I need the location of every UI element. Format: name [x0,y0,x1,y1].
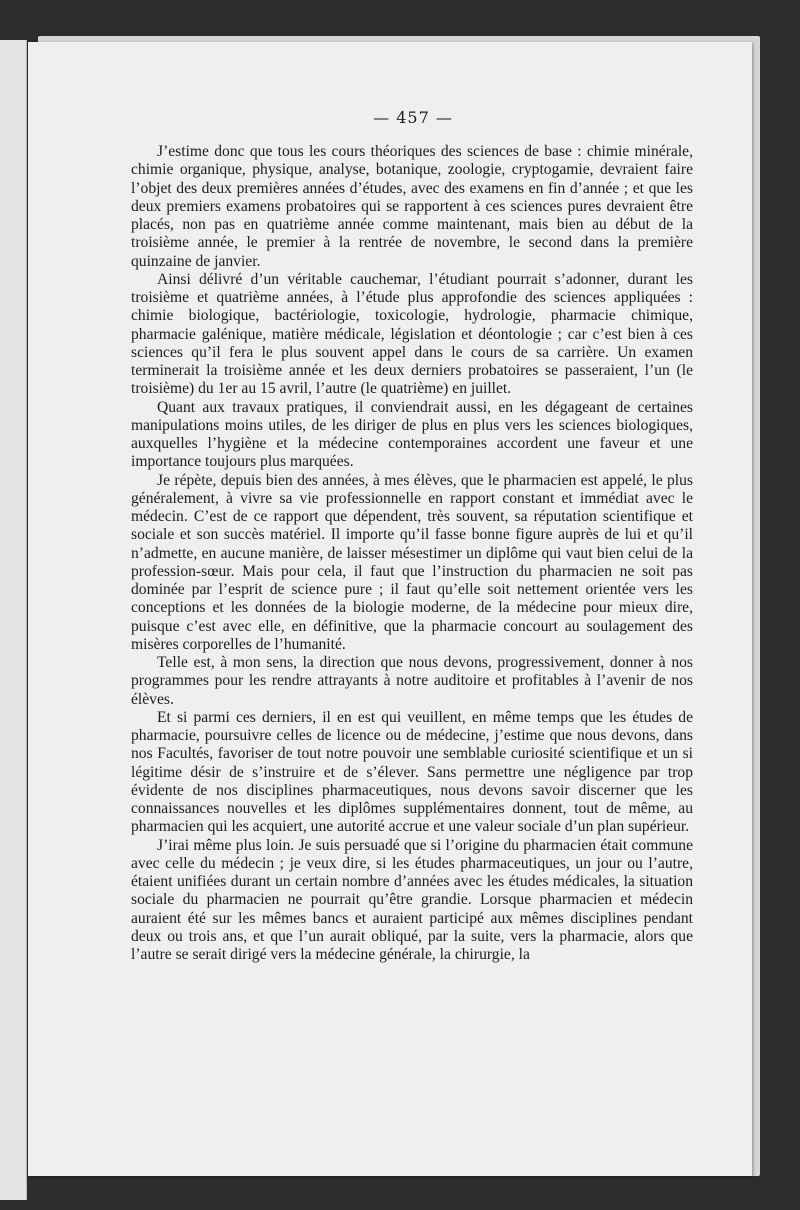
document-page [28,42,752,1176]
page-number: — 457 — [373,108,453,127]
body-text [131,143,693,964]
paragraph: J’estime donc que tous les cours théoriques des sciences de base : chimie minérale, chimie organique, physique, analyse, botanique, zoologie, cryptogamie, devraient faire l’objet des deux premières années d’études, avec des examens en fin d’année ; et que les deux premiers examens probatoires qui se rapportent à ces sciences pures devraient être placés, non pas en quatrième année comme maintenant, mais bien au début de la troisième année, le premier à la rentrée de novembre, le second dans la première quinzaine de janvier. [131,143,693,270]
previous-page-edge [0,40,27,1200]
paragraph: Je répète, depuis bien des années, à mes élèves, que le pharmacien est appelé, le plus généralement, à vivre sa vie professionnelle en rapport constant et immédiat avec le médecin. C’est de ce rapport que dépendent, très souvent, sa réputation scientifique et sociale et son succès matériel. Il importe qu’il fasse bonne figure auprès de lui et qu’il n’admette, en aucune manière, de laisser mésestimer un diplôme qui vaut bien celui de la profession-sœur. Mais pour cela, il faut que l’instruction du pharmacien ne soit pas dominée par l’esprit de science pure ; il faut qu’elle soit nettement orientée vers les conceptions et les données de la biologie moderne, de la médecine pour mieux dire, puisque c’est avec elle, en définitive, que la pharmacie concourt au soulagement des misères corporelles de l’humanité. [131,471,693,653]
paragraph: Quant aux travaux pratiques, il conviendrait aussi, en les dégageant de certaines manipulations moins utiles, de les diriger de plus en plus vers les sciences biologiques, auxquelles l’hygiène et la médecine contemporaines accordent une faveur et une importance toujours plus marquées. [131,398,693,471]
paragraph: J’irai même plus loin. Je suis persuadé que si l’origine du pharmacien était commune avec celle du médecin ; je veux dire, si les études pharmaceutiques, un jour ou l’autre, étaient unifiées durant un certain nombre d’années avec les études médicales, la situation sociale du pharmacien ne pourrait qu’être grandie. Lorsque pharmacien et médecin auraient été sur les mêmes bancs et auraient participé aux mêmes disciplines pendant deux ou trois ans, et que l’un aurait obliqué, par la suite, vers la pharmacie, alors que l’autre se serait dirigé vers la médecine générale, la chirurgie, la [131,836,693,963]
paragraph: Et si parmi ces derniers, il en est qui veuillent, en même temps que les études de pharmacie, poursuivre celles de licence ou de médecine, j’estime que nous devons, dans nos Facultés, favoriser de tout notre pouvoir une semblable curiosité scientifique et un si légitime désir de s’instruire et de s’élever. Sans permettre une négligence par trop évidente de nos disciplines pharmaceutiques, nous devons savoir discerner que les connaissances nouvelles et les diplômes supplémentaires donnent, tout de même, au pharmacien qui les acquiert, une autorité accrue et une valeur sociale d’un plan supérieur. [131,708,693,836]
paragraph: Telle est, à mon sens, la direction que nous devons, progressivement, donner à nos programmes pour les rendre attrayants à notre auditoire et profitables à l’avenir de nos élèves. [131,654,693,708]
paragraph: Ainsi délivré d’un véritable cauchemar, l’étudiant pourrait s’adonner, durant les troisième et quatrième années, à l’étude plus approfondie des sciences appliquées : chimie biologique, bactériologie, toxicologie, hydrologie, pharmacie chimique, pharmacie galénique, matière médicale, législation et déontologie ; car c’est bien à ces sciences qu’il fera le plus souvent appel dans le cours de sa carrière. Un examen terminerait la troisième année et les deux derniers probatoires se passeraient, l’un (le troisième) du 1er au 15 avril, l’autre (le quatrième) en juillet. [131,270,693,398]
